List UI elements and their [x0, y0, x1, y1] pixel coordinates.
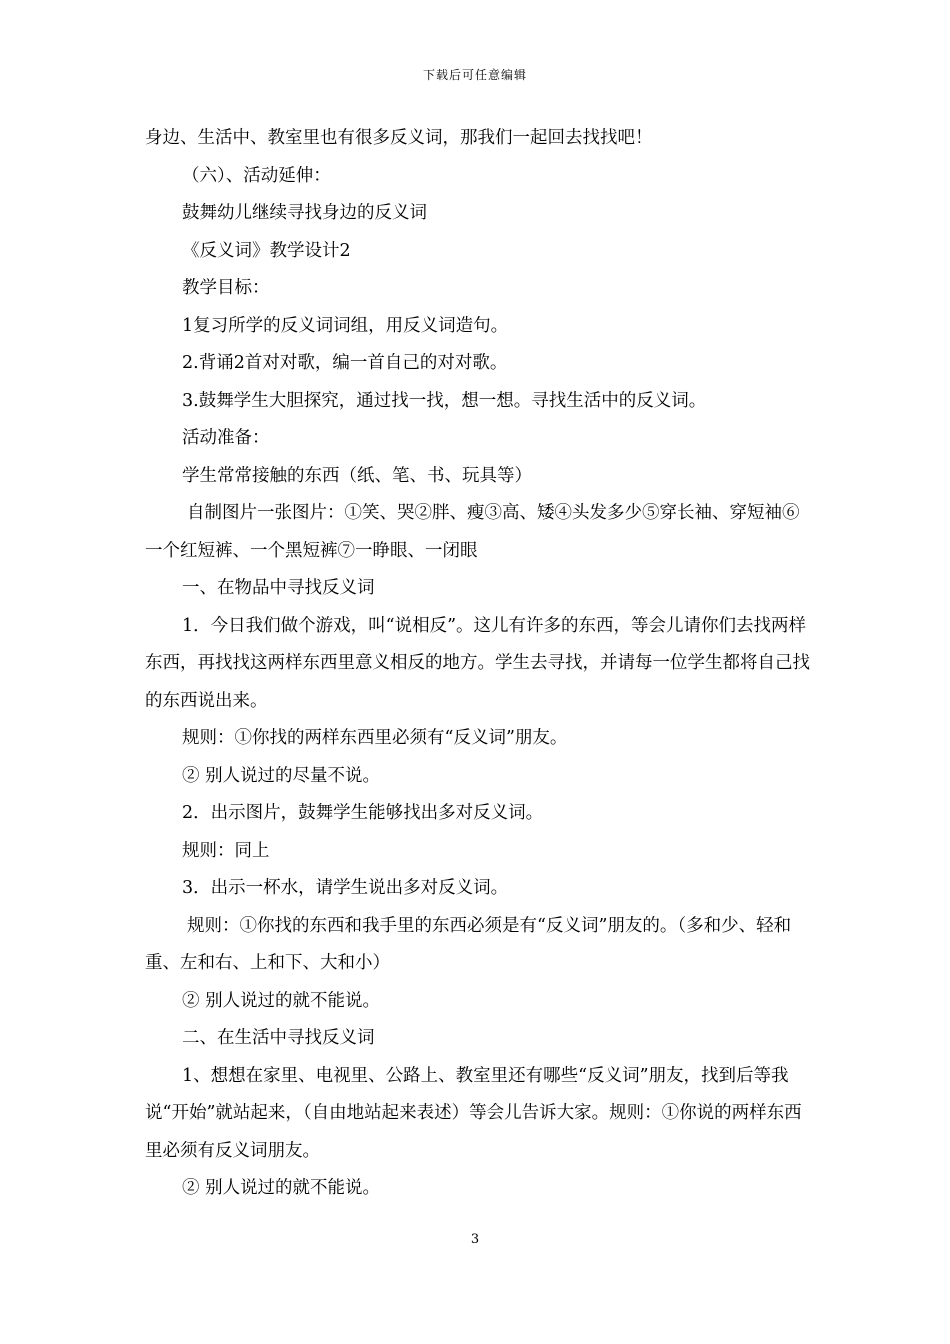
rule-text: ② 别人说过的就不能说。: [182, 990, 381, 1011]
paragraph: 1．今日我们做个游戏，叫“说相反”。这儿有许多的东西，等会儿请你们去找两样东西，再找找这两样东西里意义相反的地方。学生去寻找，并请每一位学生都将自己找的东西说出来。: [145, 615, 810, 711]
paragraph: 身边、生活中、教室里也有很多反义词，那我们一起回去找找吧！: [145, 128, 653, 148]
rule-text: ② 别人说过的尽量不说。: [182, 765, 381, 786]
list-item: 1复习所学的反义词词组，用反义词造句。: [182, 315, 509, 336]
section-heading: 二、在生活中寻找反义词: [182, 1028, 375, 1048]
page-number: 3: [470, 1232, 480, 1247]
section-heading: 一、在物品中寻找反义词: [182, 578, 375, 598]
paragraph: 自制图片一张图片：①笑、哭②胖、瘦③高、矮④头发多少⑤穿长袖、穿短袖⑥一个红短裤、一个黑短裤⑦一睁眼、一闭眼: [145, 503, 800, 561]
rule-text: 规则：①你找的东西和我手里的东西必须是有“反义词”朋友的。（多和少、轻和重、左和右、上和下、大和小）: [145, 915, 792, 973]
paragraph: 2．出示图片，鼓舞学生能够找出多对反义词。: [182, 803, 544, 823]
list-item: 3.鼓舞学生大胆探究，通过找一找，想一想。寻找生活中的反义词。: [182, 390, 707, 411]
document-title: 《反义词》教学设计2: [182, 240, 351, 261]
paragraph: 3．出示一杯水，请学生说出多对反义词。: [182, 878, 509, 898]
section-heading: 教学目标：: [182, 278, 270, 298]
paragraph: 学生常常接触的东西（纸、笔、书、玩具等）: [182, 465, 532, 486]
paragraph: 鼓舞幼儿继续寻找身边的反义词: [182, 203, 427, 223]
list-item: 2.背诵2首对对歌，编一首自己的对对歌。: [182, 353, 508, 373]
page-header: 下载后可任意编辑: [422, 68, 527, 82]
paragraph: 1、想想在家里、电视里、公路上、教室里还有哪些“反义词”朋友，找到后等我说“开始”就站起来，（自由地站起来表述）等会儿告诉大家。规则：①你说的两样东西里必须有反义词朋友。: [145, 1065, 802, 1161]
document-body: [145, 120, 810, 1208]
section-heading: （六）、活动延伸：: [182, 165, 331, 186]
rule-text: 规则：①你找的两样东西里必须有“反义词”朋友。: [182, 728, 568, 748]
section-heading: 活动准备：: [182, 428, 270, 448]
rule-text: 规则：同上: [182, 840, 270, 861]
rule-text: ② 别人说过的就不能说。: [182, 1178, 381, 1198]
